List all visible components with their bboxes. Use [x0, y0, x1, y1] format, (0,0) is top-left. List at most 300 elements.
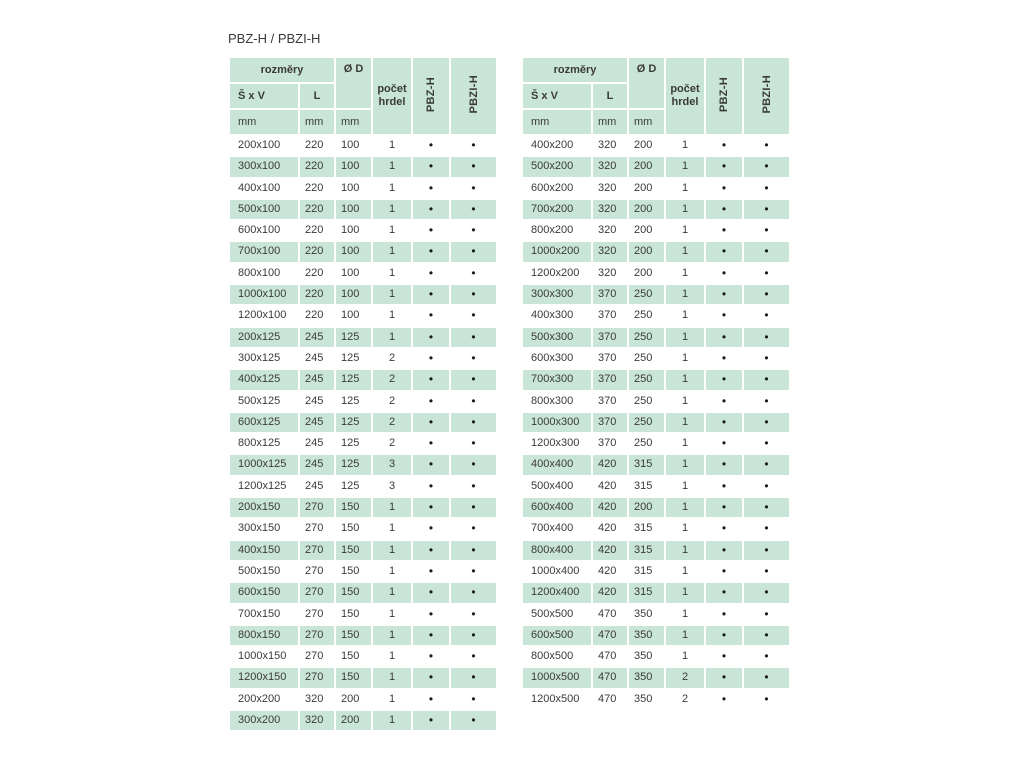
pbzih-availability-dot: • [471, 393, 476, 408]
pbzih-availability-dot: • [744, 328, 789, 347]
table-row [230, 434, 496, 453]
diameter-value-cell: 150 [336, 583, 371, 602]
diameter-value-cell: 125 [336, 413, 371, 432]
pbzih-availability-dot: • [451, 498, 496, 517]
pbzh-availability-dot: • [413, 455, 449, 474]
table-row [230, 477, 496, 496]
table-row [523, 562, 789, 581]
table-row [230, 392, 496, 411]
size-value-cell: 500x200 [523, 157, 591, 176]
l-value-cell: 220 [300, 242, 334, 261]
count-value-cell: 1 [666, 455, 704, 474]
l-value-cell: 470 [598, 692, 617, 705]
diameter-value-cell: 315 [629, 541, 664, 560]
l-value-cell: 220 [305, 224, 324, 237]
table-row [523, 136, 789, 155]
pbzh-availability-dot: • [428, 350, 434, 365]
header-pbzih-label: PBZI-H [760, 75, 773, 114]
count-value-cell: 2 [666, 668, 704, 687]
l-value-cell: 270 [300, 668, 334, 687]
pbzh-availability-dot: • [706, 157, 742, 176]
table-row [230, 541, 496, 560]
l-value-cell: 370 [593, 328, 627, 347]
count-value-cell: 2 [681, 692, 689, 705]
pbzh-availability-dot: • [428, 308, 434, 323]
diameter-value-cell: 200 [629, 200, 664, 219]
table-row [230, 200, 496, 219]
pbzih-availability-dot: • [451, 583, 496, 602]
table-row [230, 498, 496, 517]
table-row [230, 605, 496, 624]
diameter-value-cell: 150 [341, 522, 360, 535]
pbzh-availability-dot: • [706, 370, 742, 389]
diameter-value-cell: 350 [629, 626, 664, 645]
pbzih-availability-dot: • [744, 413, 789, 432]
l-value-cell: 370 [598, 437, 617, 450]
count-value-cell: 1 [666, 626, 704, 645]
pbzh-availability-dot: • [721, 521, 727, 536]
pbzh-availability-dot: • [428, 649, 434, 664]
pbzih-availability-dot: • [744, 626, 789, 645]
l-value-cell: 270 [300, 498, 334, 517]
pbzih-availability-dot: • [451, 328, 496, 347]
l-value-cell: 220 [305, 139, 324, 151]
pbzih-availability-dot: • [451, 370, 496, 389]
table-row [523, 519, 789, 538]
size-value-cell: 1200x300 [531, 437, 580, 450]
pbzh-availability-dot: • [706, 541, 742, 560]
diameter-value-cell: 200 [336, 711, 371, 730]
count-value-cell: 1 [666, 328, 704, 347]
diameter-value-cell: 150 [341, 564, 360, 577]
table-row [523, 626, 789, 645]
pbzih-availability-dot: • [764, 478, 769, 493]
l-value-cell: 320 [305, 692, 324, 705]
size-value-cell: 500x300 [523, 328, 591, 347]
size-value-cell: 600x150 [230, 583, 298, 602]
size-value-cell: 400x150 [230, 541, 298, 560]
size-value-cell: 1000x200 [523, 242, 591, 261]
pbzih-availability-dot: • [744, 455, 789, 474]
pbzh-availability-dot: • [428, 691, 434, 706]
count-value-cell: 1 [388, 650, 396, 663]
table-row [230, 562, 496, 581]
table-row [230, 690, 496, 709]
count-value-cell: 1 [373, 200, 411, 219]
table-row [523, 179, 789, 198]
pbzh-availability-dot: • [721, 478, 727, 493]
l-value-cell: 470 [593, 668, 627, 687]
pbzh-availability-dot: • [721, 649, 727, 664]
size-value-cell: 400x200 [531, 139, 574, 151]
pbzh-availability-dot: • [413, 668, 449, 687]
size-value-cell: 600x200 [531, 181, 574, 194]
catalog-page [228, 31, 791, 732]
diameter-value-cell: 250 [629, 328, 664, 347]
size-value-cell: 600x100 [238, 224, 281, 237]
l-value-cell: 320 [593, 200, 627, 219]
header-pocet-hrdel: počet hrdel [373, 58, 411, 134]
l-value-cell: 370 [598, 394, 617, 407]
table-row [230, 519, 496, 538]
pbzih-availability-dot: • [471, 223, 476, 238]
table-row [523, 200, 789, 219]
count-value-cell: 1 [681, 607, 689, 620]
size-value-cell: 200x125 [230, 328, 298, 347]
table-row [523, 434, 789, 453]
count-value-cell: 1 [681, 437, 689, 450]
table-row [230, 583, 496, 602]
size-value-cell: 400x125 [230, 370, 298, 389]
diameter-value-cell: 150 [341, 607, 360, 620]
pbzih-availability-dot: • [744, 200, 789, 219]
size-value-cell: 300x200 [230, 711, 298, 730]
l-value-cell: 320 [300, 711, 334, 730]
diameter-value-cell: 100 [336, 157, 371, 176]
pbzih-availability-dot: • [764, 265, 769, 280]
pbzih-availability-dot: • [471, 436, 476, 451]
count-value-cell: 1 [681, 522, 689, 535]
l-value-cell: 220 [305, 266, 324, 279]
count-value-cell: 1 [666, 498, 704, 517]
l-value-cell: 420 [593, 498, 627, 517]
diameter-value-cell: 315 [629, 583, 664, 602]
count-value-cell: 1 [373, 285, 411, 304]
count-value-cell: 1 [681, 266, 689, 279]
size-value-cell: 600x125 [230, 413, 298, 432]
table-body [230, 136, 496, 730]
pbzih-availability-dot: • [451, 200, 496, 219]
pbzih-availability-dot: • [744, 242, 789, 261]
count-value-cell: 1 [681, 564, 689, 577]
pbzih-availability-dot: • [744, 668, 789, 687]
l-value-cell: 470 [593, 626, 627, 645]
diameter-value-cell: 150 [336, 541, 371, 560]
diameter-value-cell: 200 [629, 498, 664, 517]
pbzh-availability-dot: • [413, 157, 449, 176]
pbzh-availability-dot: • [428, 436, 434, 451]
l-value-cell: 270 [305, 564, 324, 577]
header-rozmery: rozměry [523, 58, 627, 82]
spec-table-right [521, 56, 791, 711]
diameter-value-cell: 125 [341, 437, 360, 450]
l-value-cell: 270 [305, 522, 324, 535]
size-value-cell: 600x300 [531, 351, 574, 364]
table-row [230, 179, 496, 198]
size-value-cell: 1200x500 [531, 692, 580, 705]
l-value-cell: 245 [300, 413, 334, 432]
table-row [523, 605, 789, 624]
pbzh-availability-dot: • [413, 626, 449, 645]
pbzih-availability-dot: • [471, 563, 476, 578]
count-value-cell: 1 [666, 370, 704, 389]
count-value-cell: 1 [388, 522, 396, 535]
diameter-value-cell: 125 [336, 455, 371, 474]
header-pbzh-label: PBZ-H [425, 76, 437, 113]
pbzh-availability-dot: • [413, 285, 449, 304]
l-value-cell: 220 [300, 285, 334, 304]
table-row [230, 221, 496, 240]
pbzih-availability-dot: • [744, 370, 789, 389]
pbzh-availability-dot: • [721, 223, 727, 238]
l-value-cell: 320 [598, 181, 617, 194]
size-value-cell: 300x300 [523, 285, 591, 304]
pbzh-availability-dot: • [413, 711, 449, 730]
table-row [523, 242, 789, 261]
size-value-cell: 1000x100 [230, 285, 298, 304]
diameter-value-cell: 200 [629, 157, 664, 176]
count-value-cell: 2 [373, 370, 411, 389]
header-pbzih [744, 58, 789, 134]
pbzih-availability-dot: • [471, 649, 476, 664]
pbzh-availability-dot: • [721, 436, 727, 451]
size-value-cell: 1000x125 [230, 455, 298, 474]
size-value-cell: 500x125 [238, 394, 281, 407]
table-header [523, 58, 789, 134]
size-value-cell: 800x150 [230, 626, 298, 645]
pbzih-availability-dot: • [764, 223, 769, 238]
pbzh-availability-dot: • [413, 541, 449, 560]
l-value-cell: 420 [593, 541, 627, 560]
table-row [230, 285, 496, 304]
size-value-cell: 200x150 [230, 498, 298, 517]
pbzh-availability-dot: • [428, 478, 434, 493]
size-value-cell: 300x125 [238, 351, 281, 364]
count-value-cell: 1 [681, 394, 689, 407]
table-row [523, 157, 789, 176]
pbzih-availability-dot: • [764, 691, 769, 706]
table-row [523, 498, 789, 517]
size-value-cell: 800x125 [238, 437, 281, 450]
count-value-cell: 1 [373, 711, 411, 730]
l-value-cell: 270 [300, 626, 334, 645]
diameter-value-cell: 100 [336, 242, 371, 261]
diameter-value-cell: 350 [634, 607, 653, 620]
l-value-cell: 245 [300, 328, 334, 347]
l-value-cell: 245 [300, 370, 334, 389]
table-row [523, 370, 789, 389]
table-header [230, 58, 496, 134]
l-value-cell: 370 [598, 351, 617, 364]
table-row [523, 264, 789, 283]
diameter-value-cell: 250 [634, 437, 653, 450]
pbzih-availability-dot: • [451, 285, 496, 304]
count-value-cell: 1 [666, 541, 704, 560]
pbzih-availability-dot: • [764, 563, 769, 578]
pbzh-availability-dot: • [413, 498, 449, 517]
table-row [523, 349, 789, 368]
header-l: L [593, 84, 627, 108]
table-row [230, 264, 496, 283]
diameter-value-cell: 350 [634, 692, 653, 705]
pbzih-availability-dot: • [451, 242, 496, 261]
count-value-cell: 1 [681, 351, 689, 364]
diameter-value-cell: 100 [341, 181, 360, 194]
l-value-cell: 470 [598, 607, 617, 620]
diameter-value-cell: 250 [634, 394, 653, 407]
size-value-cell: 500x150 [238, 564, 281, 577]
count-value-cell: 1 [666, 242, 704, 261]
size-value-cell: 200x200 [238, 692, 281, 705]
pbzih-availability-dot: • [451, 157, 496, 176]
table-row [523, 477, 789, 496]
diameter-value-cell: 150 [336, 626, 371, 645]
diameter-value-cell: 100 [341, 224, 360, 237]
l-value-cell: 270 [305, 607, 324, 620]
table-row [230, 136, 496, 155]
l-value-cell: 245 [305, 351, 324, 364]
pbzh-availability-dot: • [428, 265, 434, 280]
pbzh-availability-dot: • [428, 180, 434, 195]
pbzih-availability-dot: • [471, 180, 476, 195]
count-value-cell: 1 [666, 157, 704, 176]
size-value-cell: 800x500 [531, 650, 574, 663]
count-value-cell: 1 [388, 309, 396, 322]
pbzh-availability-dot: • [706, 626, 742, 645]
pbzih-availability-dot: • [471, 138, 476, 152]
size-value-cell: 400x400 [523, 455, 591, 474]
count-value-cell: 1 [388, 266, 396, 279]
diameter-value-cell: 150 [341, 650, 360, 663]
count-value-cell: 1 [666, 285, 704, 304]
unit-mm: mm [523, 110, 591, 134]
size-value-cell: 500x400 [531, 479, 574, 492]
size-value-cell: 500x500 [531, 607, 574, 620]
l-value-cell: 320 [598, 266, 617, 279]
table-row [230, 349, 496, 368]
table-row [523, 583, 789, 602]
size-value-cell: 800x200 [531, 224, 574, 237]
header-sxv: Š x V [230, 84, 298, 108]
table-row [523, 668, 789, 687]
count-value-cell: 1 [388, 692, 396, 705]
size-value-cell: 700x150 [238, 607, 281, 620]
pbzih-availability-dot: • [764, 606, 769, 621]
pbzih-availability-dot: • [744, 157, 789, 176]
pbzh-availability-dot: • [428, 563, 434, 578]
count-value-cell: 1 [681, 650, 689, 663]
pbzh-availability-dot: • [721, 606, 727, 621]
l-value-cell: 370 [593, 413, 627, 432]
header-pbzih-label: PBZI-H [467, 75, 480, 114]
diameter-value-cell: 250 [629, 285, 664, 304]
table-row [523, 541, 789, 560]
count-value-cell: 1 [373, 498, 411, 517]
diameter-value-cell: 125 [336, 370, 371, 389]
pbzih-availability-dot: • [451, 668, 496, 687]
size-value-cell: 700x100 [230, 242, 298, 261]
size-value-cell: 1000x400 [531, 564, 580, 577]
diameter-value-cell: 125 [336, 328, 371, 347]
l-value-cell: 370 [593, 285, 627, 304]
header-l: L [300, 84, 334, 108]
pbzih-availability-dot: • [744, 285, 789, 304]
diameter-value-cell: 125 [341, 479, 360, 492]
size-value-cell: 600x500 [523, 626, 591, 645]
l-value-cell: 420 [598, 479, 617, 492]
diameter-value-cell: 150 [336, 498, 371, 517]
diameter-value-cell: 200 [634, 181, 653, 194]
l-value-cell: 320 [593, 242, 627, 261]
pbzh-availability-dot: • [428, 138, 434, 152]
count-value-cell: 1 [681, 309, 689, 322]
pbzih-availability-dot: • [451, 455, 496, 474]
table-row [230, 647, 496, 666]
pbzih-availability-dot: • [471, 521, 476, 536]
size-value-cell: 800x100 [238, 266, 281, 279]
pbzh-availability-dot: • [413, 370, 449, 389]
pbzh-availability-dot: • [706, 668, 742, 687]
count-value-cell: 2 [388, 437, 396, 450]
l-value-cell: 270 [300, 541, 334, 560]
count-value-cell: 1 [681, 224, 689, 237]
diameter-value-cell: 200 [341, 692, 360, 705]
table-row [230, 328, 496, 347]
pbzh-availability-dot: • [721, 180, 727, 195]
diameter-value-cell: 350 [634, 650, 653, 663]
diameter-value-cell: 150 [336, 668, 371, 687]
l-value-cell: 220 [300, 157, 334, 176]
unit-mm: mm [629, 110, 664, 134]
table-row [230, 413, 496, 432]
table-row [523, 690, 789, 709]
size-value-cell: 700x300 [523, 370, 591, 389]
l-value-cell: 220 [305, 181, 324, 194]
pbzh-availability-dot: • [706, 413, 742, 432]
diameter-value-cell: 315 [629, 455, 664, 474]
size-value-cell: 400x100 [238, 181, 281, 194]
size-value-cell: 1200x100 [238, 309, 287, 322]
pbzh-availability-dot: • [721, 393, 727, 408]
pbzh-availability-dot: • [706, 583, 742, 602]
count-value-cell: 1 [388, 139, 396, 151]
count-value-cell: 1 [681, 181, 689, 194]
size-value-cell: 200x100 [238, 139, 281, 151]
size-value-cell: 600x400 [523, 498, 591, 517]
pbzh-availability-dot: • [721, 691, 727, 706]
l-value-cell: 245 [305, 437, 324, 450]
diameter-value-cell: 250 [629, 413, 664, 432]
diameter-value-cell: 315 [634, 479, 653, 492]
count-value-cell: 2 [388, 351, 396, 364]
l-value-cell: 370 [598, 309, 617, 322]
diameter-value-cell: 350 [629, 668, 664, 687]
unit-mm: mm [593, 110, 627, 134]
diameter-value-cell: 200 [629, 242, 664, 261]
size-value-cell: 1200x200 [531, 266, 580, 279]
count-value-cell: 1 [666, 413, 704, 432]
pbzih-availability-dot: • [471, 606, 476, 621]
count-value-cell: 2 [373, 413, 411, 432]
size-value-cell: 1200x125 [238, 479, 287, 492]
pbzih-availability-dot: • [764, 308, 769, 323]
l-value-cell: 245 [305, 479, 324, 492]
table-row [523, 392, 789, 411]
pbzh-availability-dot: • [721, 350, 727, 365]
pbzh-availability-dot: • [721, 265, 727, 280]
header-pbzh [706, 58, 742, 134]
l-value-cell: 320 [593, 157, 627, 176]
header-diameter: Ø D [336, 58, 371, 108]
pbzh-availability-dot: • [428, 393, 434, 408]
count-value-cell: 1 [373, 541, 411, 560]
table-row [523, 328, 789, 347]
table-row [523, 306, 789, 325]
table-row [523, 221, 789, 240]
count-value-cell: 1 [373, 626, 411, 645]
l-value-cell: 320 [598, 139, 617, 151]
count-value-cell: 1 [388, 224, 396, 237]
